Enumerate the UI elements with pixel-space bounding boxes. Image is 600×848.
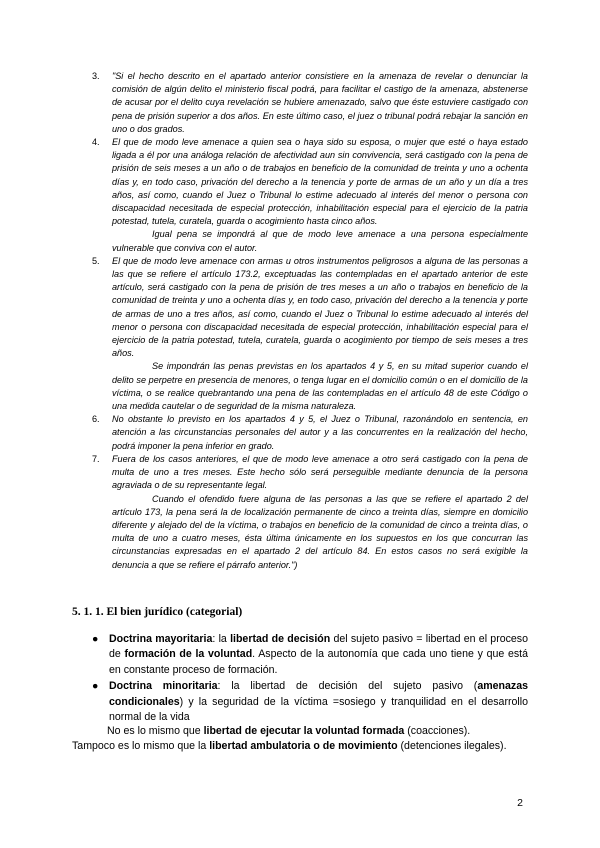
article-number: 5.: [92, 255, 100, 266]
bullet-term: Doctrina mayoritaria: [109, 633, 213, 645]
closing-emphasis: libertad de ejecutar la voluntad formada: [203, 725, 405, 737]
bullet-list: [92, 632, 528, 726]
closing-text: (coacciones).: [404, 725, 471, 737]
bullet-text: . Aspecto de la autonomía que cada uno tiene y que está en constante proceso de formación.: [109, 648, 528, 676]
article-paragraph: No obstante lo previsto en los apartados 4 y 5, el Juez o Tribunal, razonándolo en sentencia, en atención a las circunstancias personales del autor y a las concurrentes en la realización del hecho, podrá imponer la pena inferior en grado.: [112, 414, 528, 451]
article-number: 7.: [92, 453, 100, 464]
bullet-dot-icon: ●: [92, 633, 99, 645]
closing-text: Tampoco es lo mismo que la: [72, 740, 210, 753]
bullet-emphasis: formación de la voluntad: [124, 648, 253, 661]
bullet-emphasis: libertad de decisión: [230, 633, 331, 645]
closing-line: [72, 724, 528, 739]
article-item-4: [92, 136, 528, 255]
article-number: 3.: [92, 71, 100, 81]
article-paragraph: El que de modo leve amenace a quien sea o haya sido su esposa, o mujer que esté o haya estado ligada a él por una análoga relación de afectividad aun sin convivencia, será castigado con la pena de prisión de seis meses a un año o de trabajos en beneficio de la comunidad de treinta y uno a ochenta días y, en todo caso, privación del derecho a la tenencia y porte de armas de un año y un día a tres años, así como, cuando el Juez o Tribunal lo estime adecuado al interés del menor o persona con discapacidad necesitada de especial protección, inhabilitación especial para el ejercicio de la patria potestad, tutela, curatela, guarda o acogimiento hasta cinco años.: [112, 137, 528, 227]
bullet-text: ) y la seguridad de la víctima =sosiego y tranquilidad en el desarrollo normal de la vida: [109, 695, 528, 724]
article-paragraph: El que de modo leve amenace con armas u otros instrumentos peligrosos a alguna de las personas a las que se refiere el artículo 173.2, exceptuadas las contempladas en el apartado anterior de este artículo, será castigado con la pena de prisión de tres meses a un año o trabajos en beneficio de la comunidad de treinta y uno a ochenta días y, en todo caso, privación del derecho a la tenencia y porte de armas de uno a tres años, así como, cuando el Juez o Tribunal lo estime adecuado al interés del menor o persona con discapacidad necesitada de especial protección, inhabilitación especial para el ejercicio de la patria potestad, tutela, curatela, guarda o acogimiento por tiempo de seis meses a tres años.: [112, 255, 528, 359]
bullet-term: Doctrina minoritaria: [109, 680, 218, 693]
article-item-7: [92, 453, 528, 572]
bullet-text: del sujeto pasivo = libertad en el proceso de: [109, 633, 529, 661]
article-item-5: [92, 255, 528, 413]
closing-text: No es lo mismo que: [107, 725, 204, 737]
section-title: 5. 1. 1. El bien jurídico (categorial): [72, 606, 243, 618]
article-item-6: [92, 413, 528, 453]
article-paragraph: Fuera de los casos anteriores, el que de modo leve amenace a otro será castigado con la pena de multa de uno a tres meses. Este hecho sólo será perseguible mediante denuncia de la persona agraviada o de su representante legal.: [112, 453, 528, 491]
bullet-item-majority: [92, 632, 528, 678]
closing-text: (detenciones ilegales).: [397, 740, 507, 753]
article-item-3: [92, 70, 528, 136]
bullet-dot-icon: ●: [92, 680, 99, 693]
article-paragraph: Se impondrán las penas previstas en los apartados 4 y 5, en su mitad superior cuando el delito se perpetre en presencia de menores, o tenga lugar en el domicilio común o en el domicilio de la víctima, o se realice quebrantando una pena de las contempladas en el artículo 48 de este Código o una medida cautelar o de seguridad de la misma naturaleza.: [112, 361, 528, 412]
bullet-item-minority: [92, 679, 528, 725]
article-paragraph: "Si el hecho descrito en el apartado anterior consistiere en la amenaza de revelar o denunciar la comisión de algún delito el ministerio fiscal podrá, para facilitar el castigo de la amenaza, abstenerse de acusar por el delito cuya revelación se hubiere amenazado, salvo que éste estuviere castigado con pena de prisión superior a dos años. En este último caso, el juez o tribunal podrá rebajar la sanción en uno o dos grados.: [112, 71, 528, 134]
bullet-emphasis: amenazas condicionales: [109, 680, 528, 708]
bullet-text: : la libertad de decisión del sujeto pasivo (: [217, 680, 478, 693]
article-list: [92, 70, 528, 572]
bullet-text: : la: [212, 633, 231, 645]
article-number: 6.: [92, 414, 100, 425]
article-paragraph: Cuando el ofendido fuere alguna de las personas a las que se refiere el apartado 2 del artículo 173, la pena será la de localización permanente de cinco a treinta días, siempre en domicilio diferente y alejado del de la víctima, o trabajos en beneficio de la comunidad de cinco a treinta días, o multa de uno a cuatro meses, ésta última únicamente en los supuestos en los que concurran las circunstancias expresadas en el apartado 2 del artículo 84. En estos casos no será exigible la denuncia a que se refiere el párrafo anterior."): [112, 493, 528, 570]
closing-emphasis: libertad ambulatoria o de movimiento: [209, 740, 398, 753]
closing-paragraph: [72, 724, 528, 755]
page-number: 2: [517, 797, 523, 809]
article-paragraph: Igual pena se impondrá al que de modo leve amenace a una persona especialmente vulnerable que conviva con el autor.: [112, 229, 528, 253]
article-number: 4.: [92, 137, 100, 148]
